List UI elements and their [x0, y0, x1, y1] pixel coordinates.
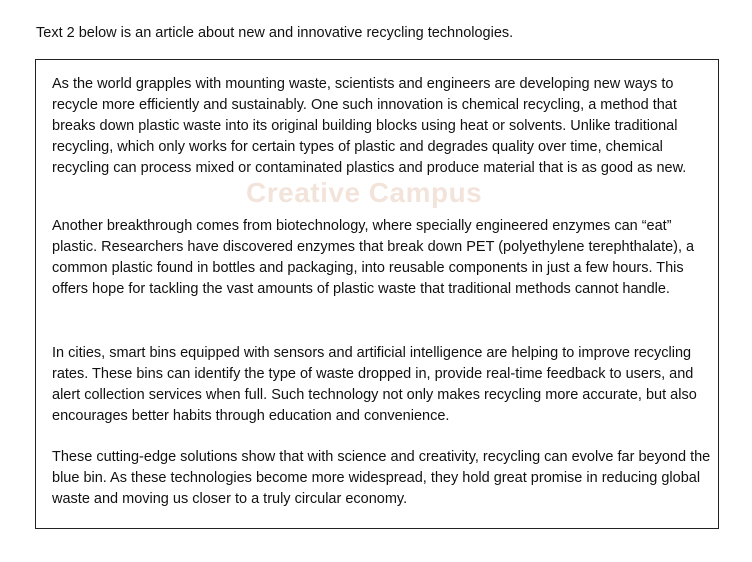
watermark: Creative Campus: [246, 177, 483, 208]
article-paragraph-1: As the world grapples with mounting waste, scientists and engineers are developing new ways to recycle more efficiently and sustainably. One such innovation is chemical recycling, a method that breaks down plastic waste into its original building blocks using heat or solvents. Unlike traditional recycling, which only works for certain types of plastic and degrades quality over time, chemical recycling can process mixed or contaminated plastics and produce material that is as good as new.: [52, 76, 687, 176]
intro-text: Text 2 below is an article about new and innovative recycling technologies.: [36, 25, 514, 41]
article-box: [35, 59, 719, 529]
article-paragraph-4: These cutting-edge solutions show that with science and creativity, recycling can evolve far beyond the blue bin. As these technologies become more widespread, they hold great promise in reducing global waste and moving us closer to a truly circular economy.: [52, 449, 711, 507]
article-paragraph-3: In cities, smart bins equipped with sensors and artificial intelligence are helping to improve recycling rates. These bins can identify the type of waste dropped in, provide real-time feedback to users, and alert collection services when full. Such technology not only makes recycling more accurate, but also encourages better habits through education and convenience.: [52, 345, 697, 424]
article-paragraph-2: Another breakthrough comes from biotechnology, where specially engineered enzymes can “eat” plastic. Researchers have discovered enzymes that break down PET (polyethylene terephthalate), a common plastic found in bottles and packaging, into reusable components in just a few hours. This offers hope for tackling the vast amounts of plastic waste that traditional methods cannot handle.: [52, 218, 695, 297]
